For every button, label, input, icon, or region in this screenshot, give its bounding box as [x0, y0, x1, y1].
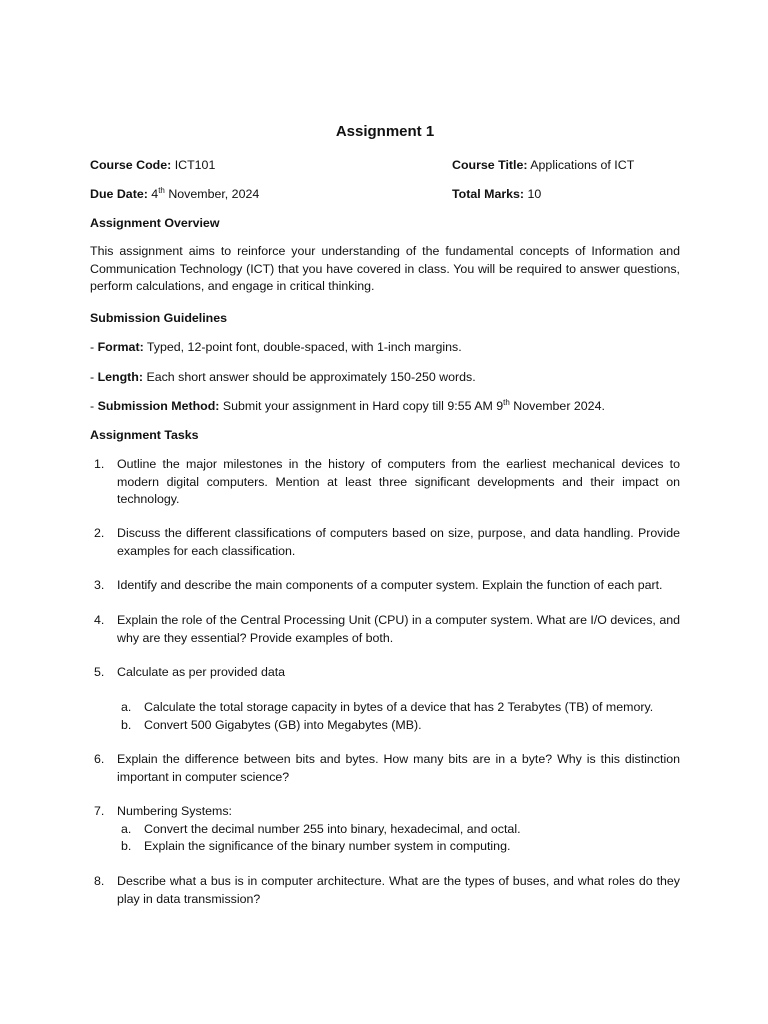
task-item [90, 664, 680, 682]
task-item [90, 873, 680, 908]
overview-text: This assignment aims to reinforce your understanding of the fundamental concepts of Information and Communication Technology (ICT) that you have covered in class. You will be required to answer questions, perform calculations, and engage in critical thinking. [90, 244, 680, 293]
subitem-letter: a. [121, 700, 132, 714]
guideline-label: Format: [97, 340, 144, 354]
task-number: 4. [94, 613, 105, 627]
guideline-prefix: - [90, 340, 98, 354]
guidelines-heading-text: Submission Guidelines [90, 311, 228, 325]
task-item [90, 803, 680, 856]
guideline-label: Length: [97, 370, 143, 384]
total-marks [452, 186, 541, 204]
tasks-heading [90, 427, 680, 445]
overview-heading [90, 215, 680, 233]
meta-row-dates [90, 186, 680, 204]
task-subitem [90, 821, 680, 839]
guideline-text: Each short answer should be approximately 150-250 words. [146, 370, 476, 384]
task-text: Numbering Systems: [117, 804, 232, 818]
guideline-length [90, 369, 680, 387]
subitem-text: Convert 500 Gigabytes (GB) into Megabytes (MB). [144, 717, 422, 732]
task-item [90, 456, 680, 509]
task-subitem [117, 717, 680, 735]
total-marks-label: Total Marks: [452, 187, 525, 201]
task-number: 2. [94, 526, 105, 540]
course-code-label: Course Code: [90, 158, 172, 172]
subitem-letter: b. [121, 717, 132, 732]
course-title-label: Course Title: [452, 158, 528, 172]
guideline-submission-method [90, 398, 680, 416]
subitem-text: Explain the significance of the binary number system in computing. [144, 839, 511, 853]
guideline-text: Typed, 12-point font, double-spaced, with 1-inch margins. [146, 340, 462, 354]
tasks-heading-text: Assignment Tasks [90, 428, 199, 442]
task-text: Identify and describe the main components of a computer system. Explain the function of each part. [117, 578, 663, 592]
subitem-text: Calculate the total storage capacity in bytes of a device that has 2 Terabytes (TB) of memory. [144, 700, 654, 714]
guideline-prefix: - [90, 399, 98, 413]
task-number: 3. [94, 578, 105, 592]
task-item [90, 612, 680, 647]
task-item [90, 751, 680, 786]
guideline-prefix: - [90, 370, 98, 384]
task-text: Explain the role of the Central Processing Unit (CPU) in a computer system. What are I/O devices, and why are they essential? Provide examples of both. [117, 613, 680, 645]
task-subitem [117, 699, 680, 717]
page-title: Assignment 1 [335, 123, 435, 140]
due-date-rest: November, 2024 [168, 187, 260, 201]
course-title-value: Applications of ICT [530, 158, 635, 172]
course-title [452, 157, 634, 175]
guideline-sup: th [503, 397, 510, 407]
due-date-day: 4 [151, 187, 159, 201]
guidelines-heading [90, 310, 680, 328]
guideline-label: Submission Method: [97, 399, 220, 413]
due-date-sup: th [158, 185, 165, 195]
task-number: 8. [94, 874, 105, 888]
task-number: 5. [94, 665, 105, 679]
guideline-format [90, 339, 680, 357]
task-number: 1. [94, 457, 105, 471]
task-text: Calculate as per provided data [117, 665, 286, 679]
guideline-text-after: November 2024. [513, 399, 605, 413]
task-subitems [90, 699, 680, 734]
subitem-letter: a. [121, 821, 132, 836]
total-marks-value: 10 [527, 187, 542, 201]
task-text: Outline the major milestones in the history of computers from the earliest mechanical devices to modern digital computers. Mention at least three significant developments and their impact on technology. [117, 457, 680, 506]
task-item [90, 525, 680, 560]
task-number: 7. [94, 804, 105, 818]
task-text: Discuss the different classifications of computers based on size, purpose, and data handling. Provide examples for each classification. [117, 526, 680, 558]
subitem-text: Convert the decimal number 255 into binary, hexadecimal, and octal. [144, 821, 521, 836]
meta-row-course [90, 157, 680, 175]
task-item [90, 577, 680, 595]
task-text: Explain the difference between bits and bytes. How many bits are in a byte? Why is this distinction important in computer science? [117, 752, 680, 784]
task-text: Describe what a bus is in computer architecture. What are the types of buses, and what roles do they play in data transmission? [117, 874, 680, 906]
guideline-text: Submit your assignment in Hard copy till 9:55 AM 9 [222, 399, 504, 413]
due-date-label: Due Date: [90, 187, 148, 201]
course-code [90, 157, 215, 175]
due-date [90, 186, 259, 204]
task-subitem [90, 838, 680, 856]
course-code-value: ICT101 [174, 158, 216, 172]
subitem-letter: b. [121, 839, 132, 853]
overview-heading-text: Assignment Overview [90, 216, 220, 230]
task-number: 6. [94, 752, 105, 766]
